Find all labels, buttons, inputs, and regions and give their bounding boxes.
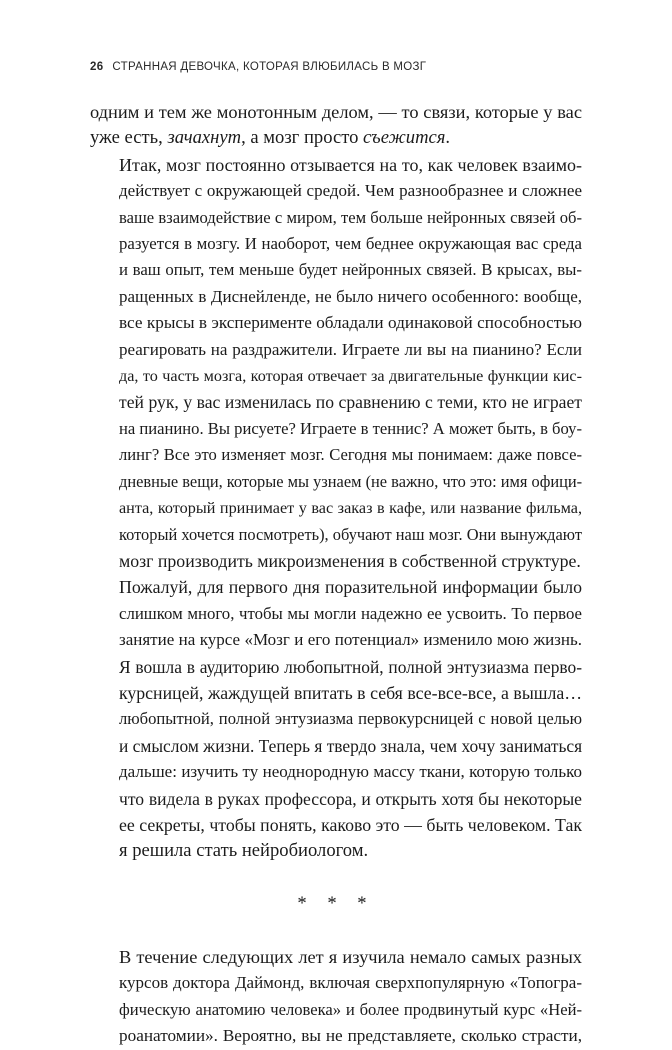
text-line [90, 125, 582, 151]
text-line: одним и тем же монотонным делом, — то связи, которые у вас [90, 102, 582, 122]
text-line: разуется в мозгу. И наоборот, чем беднее окружающая вас среда [119, 234, 582, 254]
text-line: ее секреты, чтобы понять, каково это — быть человеком. Так [119, 814, 582, 835]
text-line: слишком много, чтобы мы могли надежно ее усвоить. То первое [119, 603, 582, 623]
text-line: и смыслом жизни. Теперь я твердо знала, чем хочу заниматься [119, 735, 583, 756]
text-line: Пожалуй, для первого дня поразительной информации было [119, 577, 582, 598]
text-line: любопытной, полной энтузиазма первокурсницей с новой целью [119, 709, 582, 729]
text-line: что видела в руках профессора, и открыть хотя бы некоторые [119, 788, 582, 809]
paragraph-1 [90, 99, 582, 152]
text-line: В течение следующих лет я изучила немало самых разных [119, 946, 582, 967]
text-line: тей рук, у вас изменилась по сравнению с теми, кто не играет [119, 392, 582, 413]
text-line: я решила стать нейробиологом. [119, 840, 369, 862]
text-line: который хочется посмотреть), обучают наш мозг. Они вынуждают [119, 524, 582, 544]
text-line: роанатомии». Вероятно, вы не представляете, сколько страсти, [119, 1026, 582, 1046]
page-number: 26 [90, 61, 104, 73]
paragraph-3 [90, 574, 582, 864]
text-line: Я вошла в аудиторию любопытной, полной энтузиазма перво- [119, 656, 582, 677]
text-line: ваше взаимодействие с миром, тем больше нейронных связей об- [119, 207, 582, 227]
text-line: действует с окружающей средой. Чем разнообразнее и сложнее [119, 181, 582, 201]
italic-word: зачахнут [167, 127, 242, 149]
text-line: ращенных в Диснейленде, не было ничего особенного: вообще, [119, 286, 582, 306]
text-line: мозг производить микроизменения в собственной структуре. [119, 550, 581, 571]
paragraph-2 [90, 152, 582, 575]
text-line: фическую анатомию человека» и более продвинутый курс «Ней- [119, 999, 582, 1019]
text-run: уже есть, [90, 127, 168, 149]
text-line: и ваш опыт, тем меньше будет нейронных связей. В крысах, вы- [119, 260, 582, 280]
text-line: курсов доктора Даймонд, включая сверхпопулярную «Топогра- [119, 973, 582, 993]
text-line: на пианино. Вы рисуете? Играете в теннис? А может быть, в боу- [119, 418, 582, 438]
text-line: дальше: изучить ту неоднородную массу ткани, которую только [119, 762, 582, 782]
text-line: анта, который принимает у вас заказ в кафе, или название фильма, [119, 499, 582, 518]
text-line: реагировать на раздражители. Играете ли вы на пианино? Если [119, 339, 582, 359]
book-title: СТРАННАЯ ДЕВОЧКА, КОТОРАЯ ВЛЮБИЛАСЬ В МОЗГ [112, 61, 427, 73]
text-run: . [445, 127, 451, 149]
text-line: дневные вещи, которые мы узнаем (не важно, что это: имя офици- [119, 471, 583, 491]
text-line: занятие на курсе «Мозг и его потенциал» изменило мою жизнь. [119, 630, 582, 650]
text-line: все крысы в эксперименте обладали одинаковой способностью [119, 313, 582, 333]
text-line: курсницей, жаждущей впитать в себя все-все-все, а вышла… [119, 682, 582, 703]
italic-word: съежится [363, 127, 446, 149]
text-run: , а мозг просто [241, 127, 364, 149]
section-divider: * * * [297, 893, 375, 915]
text-line: линг? Все это изменяет мозг. Сегодня мы понимаем: даже повсе- [119, 445, 582, 465]
body-text [90, 99, 582, 1050]
text-line: да, то часть мозга, которая отвечает за двигательные функции кис- [119, 367, 582, 386]
paragraph-4 [90, 944, 582, 1050]
running-header [90, 61, 426, 73]
text-line: Итак, мозг постоянно отзывается на то, как человек взаимо- [119, 154, 582, 175]
